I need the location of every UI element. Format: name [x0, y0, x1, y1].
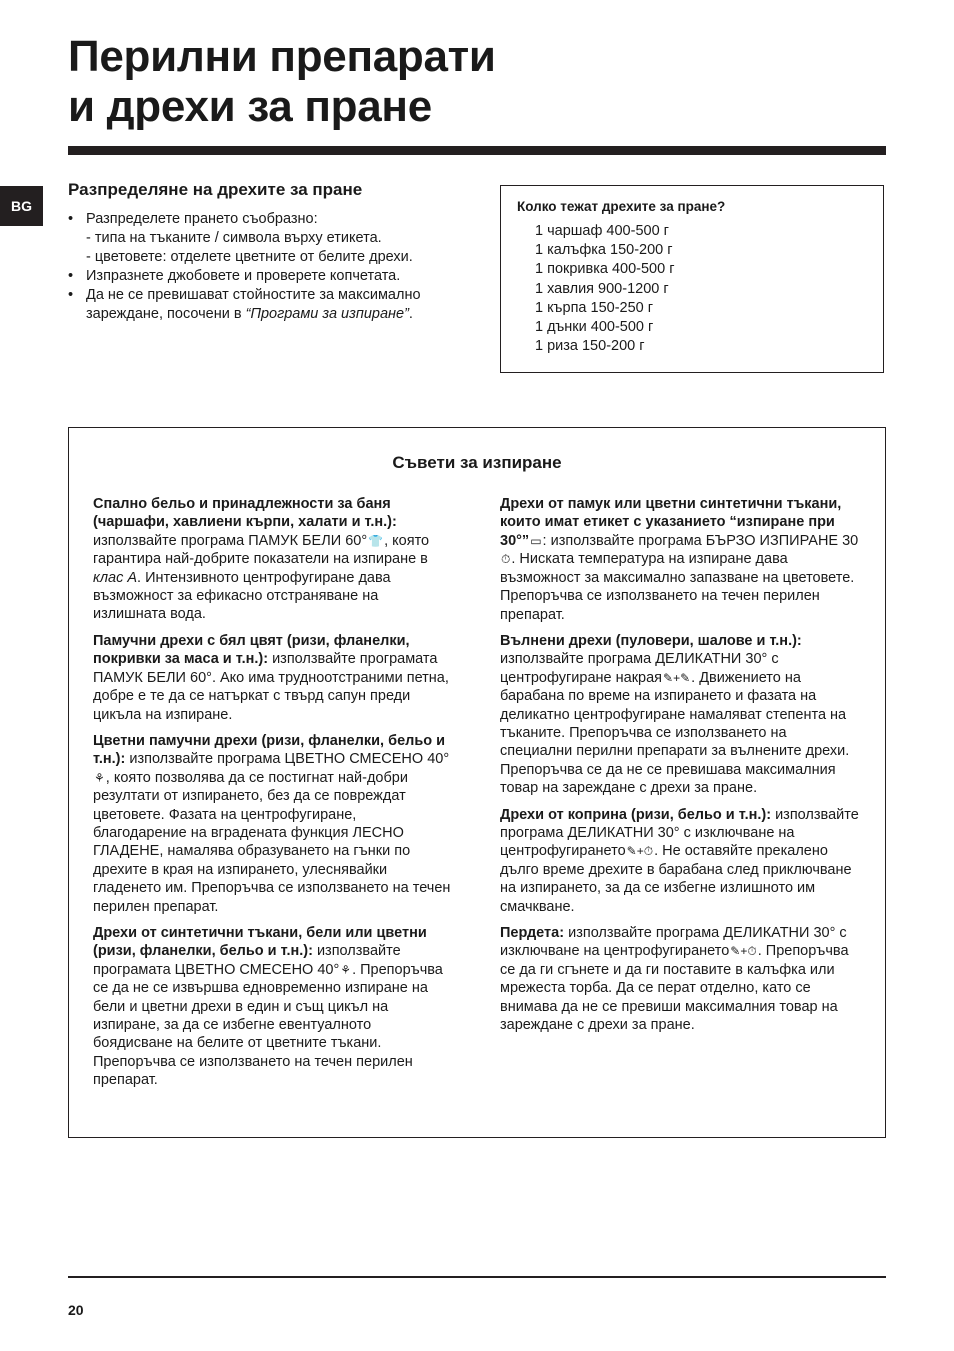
list-item: 1 покривка 400-500 г: [535, 261, 675, 278]
page-number: 20: [68, 1302, 84, 1318]
list-item: • Изпразнете джобовете и проверете копчетата.: [68, 267, 478, 286]
weights-list: [517, 222, 867, 356]
list-item: • Да не се превишават стойностите за максимално зареждане, посочени в “Програми за изпиране”.: [68, 286, 478, 324]
delicates-no-spin-icon: ✎+⏱: [626, 844, 654, 859]
list-item: 1 чаршаф 400-500 г: [535, 223, 669, 239]
wash-30-label-icon: ▭: [530, 533, 542, 548]
list-item: 1 калъфка 150-200 г: [535, 242, 673, 259]
weights-heading: Колко тежат дрехите за пране?: [517, 199, 726, 214]
page-title: [68, 32, 496, 132]
tips-left-column: [93, 495, 453, 1098]
cotton-60-icon: 👕: [368, 533, 384, 548]
language-tab: BG: [0, 186, 43, 226]
list-item: 1 риза 150-200 г: [535, 338, 645, 355]
list-item: 1 хавлия 900-1200 г: [535, 280, 669, 297]
weights-box: [500, 185, 884, 373]
tip-silk: Дрехи от коприна (ризи, бельо и т.н.): използвайте програма ДЕЛИКАТНИ 30° с изключване на центрофугирането✎+⏱. Не оставяйте прекалено дълго време дрехите в барабана след приключване на изпирането, за да се избегне излишното им смачкване.: [500, 806, 859, 915]
programs-reference: “Програми за изпиране”: [245, 306, 409, 322]
list-item: • Разпределете прането съобразно: - типа на тъканите / символа върху етикета. - цветовете: отделете цветните от белите дрехи.: [68, 210, 478, 267]
tip-colored-cotton: Цветни памучни дрехи (ризи, фланелки, бельо и т.н.): използвайте програма ЦВЕТНО СМЕСЕНО 40°⚘, която позволява да се постигнат най-добри резултати от изпирането, без да се повреждат цветовете. Фазата на центрофугиране, благодарение на вградената функция ЛЕСНО ГЛАДЕНЕ, намалява образуването на гънки по дрехите в края на изпирането, улеснявайки гладенето им. Препоръчва се използването на течен перилен препарат.: [93, 732, 451, 915]
tips-right-column: [500, 495, 862, 1043]
header-rule: [68, 146, 886, 155]
distribution-heading: Разпределяне на дрехите за пране: [68, 180, 363, 199]
list-item: 1 кърпа 150-250 г: [535, 299, 654, 316]
tip-synthetics: Дрехи от синтетични тъкани, бели или цветни (ризи, фланелки, бельо и т.н.): използвайте програмата ЦВЕТНО СМЕСЕНО 40°⚘. Препоръчва се да не се извършва едновременно изпиране на бели и цветни дрехи в един и същ цикъл на изпиране, за да се избегне евентуалното боядисване на белите от цветните тъкани. Препоръчва се използването на течен перилен препарат.: [93, 925, 443, 1089]
title-line-2: и дрехи за пране: [68, 82, 432, 131]
tip-bedding: Спално бельо и принадлежности за баня (чаршафи, хавлиени кърпи, халати и т.н.): използвайте програма ПАМУК БЕЛИ 60°👕, която гарантира най-добрите показатели на изпиране в клас А. Интензивното центрофугиране дава възможност за ефикасно отстраняване на излишната вода.: [93, 496, 430, 623]
distribution-list: [68, 210, 478, 324]
tip-30-degree: Дрехи от памук или цветни синтетични тъкани, които имат етикет с указанието “изпиране при 30°”▭: използвайте програма БЪРЗО ИЗПИРАНЕ 30⏱. Ниската температура на изпиране дава възможност за максимално запазване на цветовете. Препоръчва се използването на течен перилен препарат.: [500, 496, 859, 623]
quick-wash-icon: ⏱: [501, 552, 511, 567]
tip-curtains: Пердета: използвайте програма ДЕЛИКАТНИ 30° с изключване на центрофугирането✎+⏱. Препоръчва се да ги сгънете и да ги поставите в калъфка или мрежеста торба. Да се перат отделно, като се внимава да не се превиши максималния товар на зареждане с дрехи за пране.: [500, 925, 849, 1034]
delicates-no-spin-icon: ✎+⏱: [730, 944, 757, 959]
list-item: 1 дънки 400-500 г: [535, 319, 654, 336]
title-line-1: Перилни препарати: [68, 32, 496, 81]
footer-rule: [68, 1276, 886, 1278]
tips-heading: Съвети за изпиране: [392, 453, 562, 472]
washing-tips-box: [68, 427, 886, 1138]
tip-wool: Вълнени дрехи (пуловери, шалове и т.н.): използвайте програма ДЕЛИКАТНИ 30° с центрофугиране накрая✎+✎. Движението на барабана по време на изпирането и фазата на деликатно центрофугиране намаляват степента на тъканите. Препоръчва се използването на специални перилни препарати за вълнените дрехи. Препоръчва се да не се превишава максималния товар на зареждане с дрехи за пране.: [500, 632, 850, 797]
mixed-colours-40-icon: ⚘: [94, 770, 105, 785]
delicates-spin-icon: ✎+✎: [663, 670, 691, 685]
mixed-colours-40-icon: ⚘: [340, 962, 352, 977]
tip-white-cotton: Памучни дрехи с бял цвят (ризи, фланелки, покривки за маса и т.н.): използвайте програмата ПАМУК БЕЛИ 60°. Ако има трудноотстраними петна, добре е те да се натъркат с твърд сапун преди цикъла на изпиране.: [93, 632, 449, 723]
